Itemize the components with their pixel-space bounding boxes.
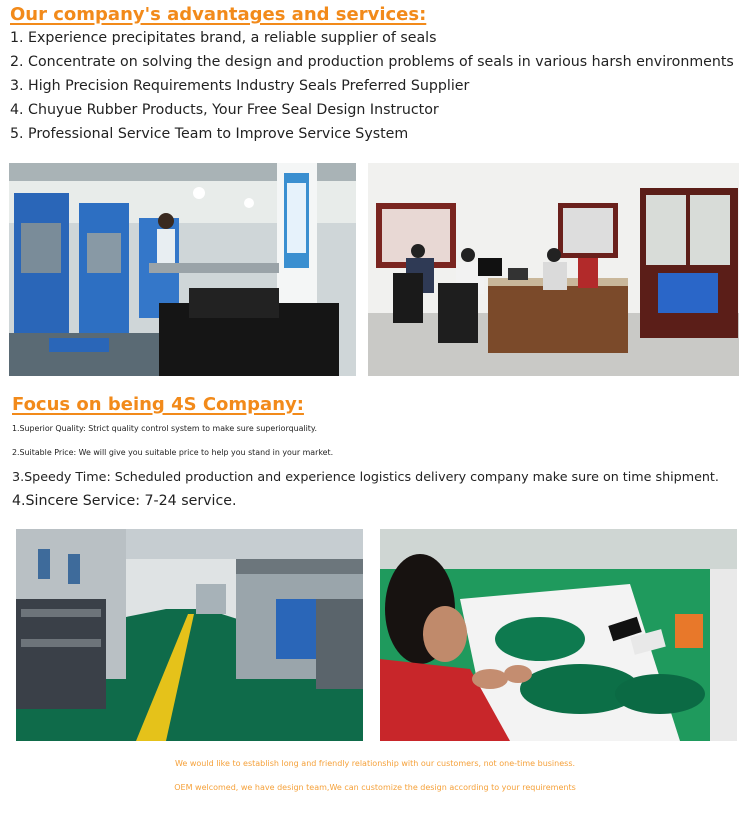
list-item: 3. High Precision Requirements Industry Seals Preferred Supplier <box>10 78 470 94</box>
list-item: 2.Suitable Price: We will give you suitable price to help you stand in your market. <box>12 448 334 457</box>
footer-line-relationship: We would like to establish long and friendly relationship with our customers, not one-time business. <box>174 759 576 768</box>
list-item: 4.Sincere Service: 7-24 service. <box>12 493 237 509</box>
list-item: 2. Concentrate on solving the design and production problems of seals in various harsh environments <box>10 54 734 70</box>
list-item: 3.Speedy Time: Scheduled production and experience logistics delivery company make sure on time shipment. <box>12 469 719 484</box>
focus-heading: Focus on being 4S Company: <box>12 394 304 415</box>
office-photo <box>368 163 739 376</box>
list-item: 1.Superior Quality: Strict quality control system to make sure superiorquality. <box>12 424 317 433</box>
list-item: 4. Chuyue Rubber Products, Your Free Seal Design Instructor <box>10 102 439 118</box>
inspection-photo <box>380 529 737 741</box>
list-item: 5. Professional Service Team to Improve Service System <box>10 126 409 142</box>
advantages-heading: Our company's advantages and services: <box>10 4 427 25</box>
focus-list <box>12 417 719 513</box>
list-item: 1. Experience precipitates brand, a reliable supplier of seals <box>10 30 437 46</box>
footer-line-oem: OEM welcomed, we have design team,We can customize the design according to your requirements <box>174 783 576 792</box>
advantages-list <box>10 26 734 146</box>
warehouse-photo <box>16 529 363 741</box>
factory-press-photo <box>9 163 356 376</box>
